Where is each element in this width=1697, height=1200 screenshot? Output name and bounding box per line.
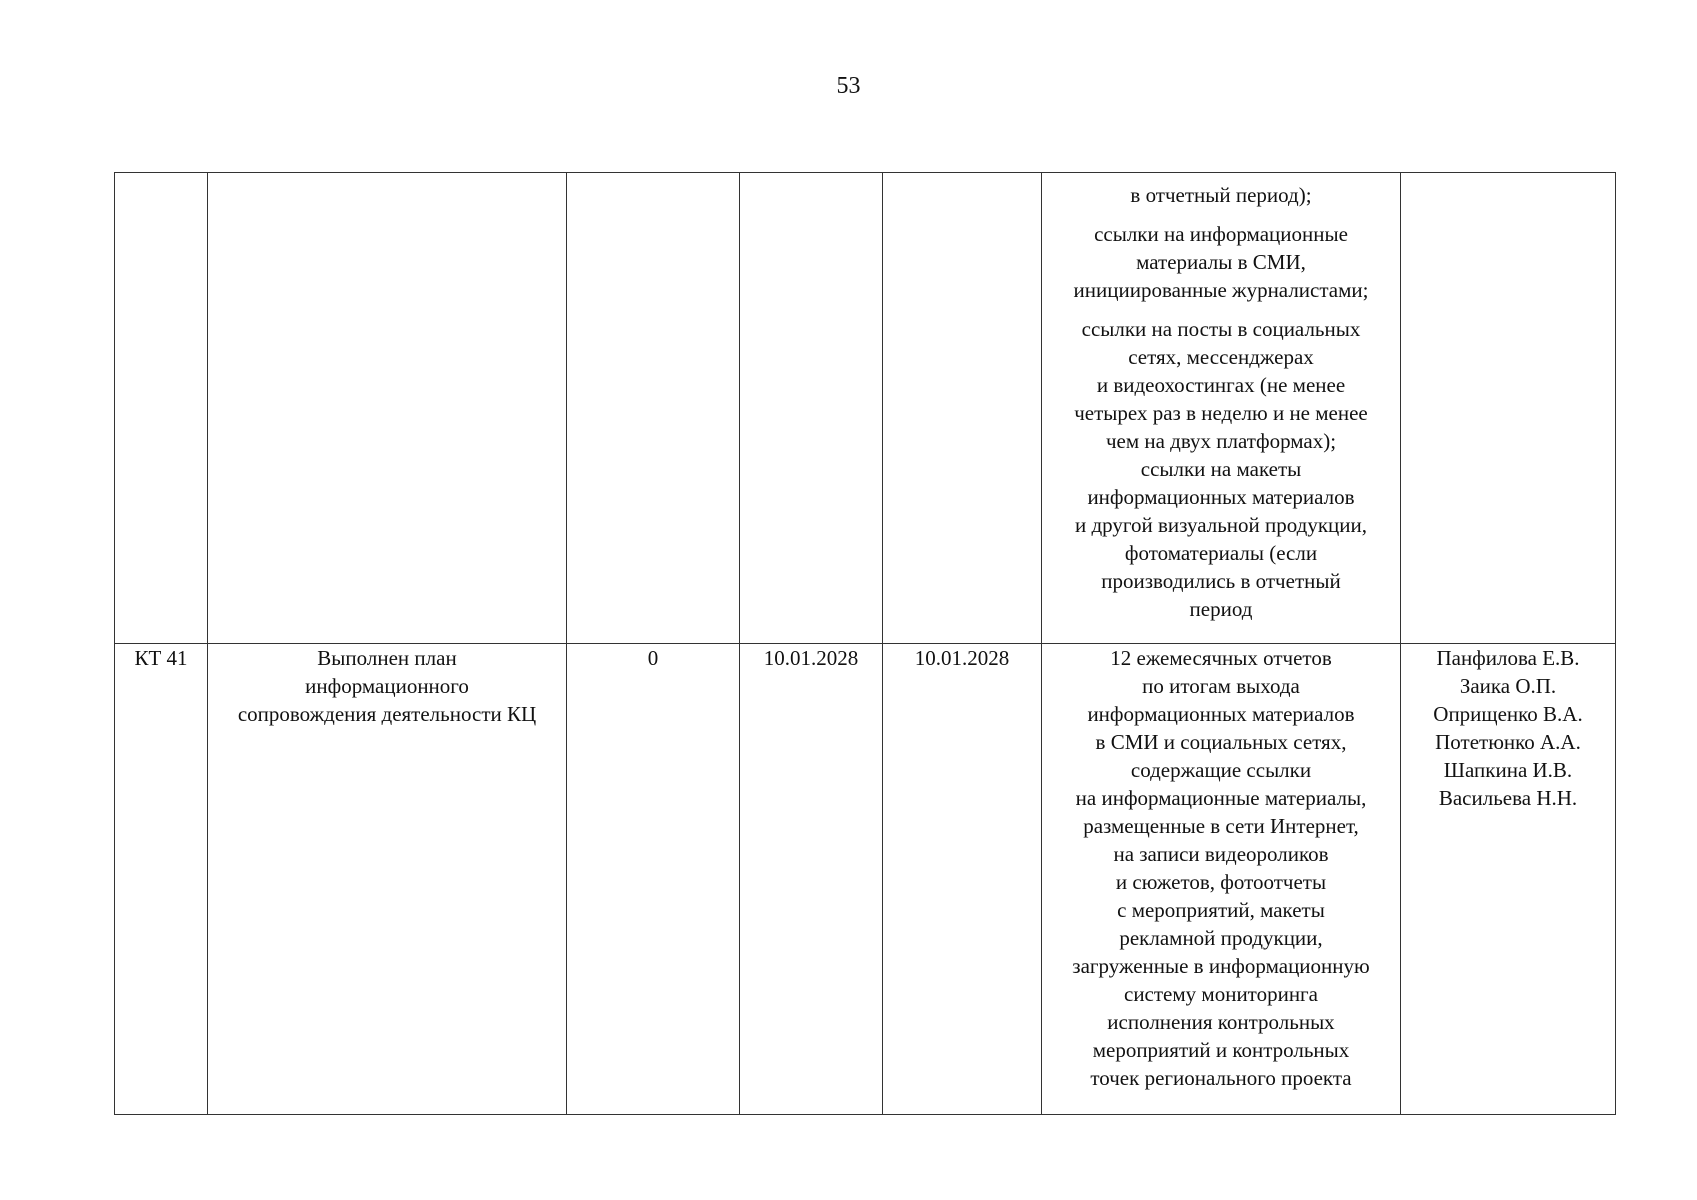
- cell-responsible: [1401, 173, 1616, 644]
- doc-line: производились в отчетный: [1101, 569, 1341, 593]
- doc-line: точек регионального проекта: [1090, 1066, 1352, 1090]
- cell-documents: [1042, 173, 1401, 644]
- doc-line: содержащие ссылки: [1130, 758, 1312, 782]
- doc-paragraph: [1046, 181, 1396, 209]
- table-row-continuation: [115, 173, 1616, 644]
- doc-line: мероприятий и контрольных: [1092, 1038, 1350, 1062]
- doc-line: и видеохостингах (не менее: [1096, 373, 1346, 397]
- doc-line: размещенные в сети Интернет,: [1083, 814, 1359, 838]
- doc-line: на информационные материалы,: [1075, 786, 1367, 810]
- cell-documents: [1042, 644, 1401, 1115]
- responsible-name: Оприщенко В.А.: [1433, 702, 1583, 726]
- doc-line: рекламной продукции,: [1119, 926, 1323, 950]
- doc-line: 12 ежемесячных отчетов: [1110, 646, 1332, 670]
- doc-line: систему мониторинга: [1124, 982, 1318, 1006]
- cell-start-date: 10.01.2028: [740, 644, 883, 1115]
- cell-base-value: [567, 173, 740, 644]
- cell-end-date: 10.01.2028: [883, 644, 1042, 1115]
- responsible-name: Васильева Н.Н.: [1438, 786, 1578, 810]
- page-number: 53: [836, 73, 861, 99]
- doc-line: и сюжетов, фотоотчеты: [1115, 870, 1327, 894]
- doc-line: исполнения контрольных: [1107, 1010, 1335, 1034]
- doc-line: в отчетный период);: [1130, 183, 1312, 207]
- doc-line: загруженные в информационную: [1072, 954, 1370, 978]
- cell-id: КТ 41: [115, 644, 208, 1115]
- table-row-kt41: [115, 644, 1616, 1115]
- responsible-name: Заика О.П.: [1459, 674, 1557, 698]
- name-line: сопровождения деятельности КЦ: [237, 702, 537, 726]
- cell-start-date: [740, 173, 883, 644]
- doc-line: информационных материалов: [1087, 702, 1355, 726]
- doc-line: чем на двух платформах);: [1105, 429, 1337, 453]
- doc-line: фотоматериалы (если: [1124, 541, 1318, 565]
- cell-name: [208, 644, 567, 1115]
- name-line: Выполнен план: [317, 646, 457, 670]
- name-line: информационного: [305, 674, 469, 698]
- cell-base-value: 0: [567, 644, 740, 1115]
- doc-line: четырех раз в неделю и не менее: [1074, 401, 1368, 425]
- doc-paragraph: [1046, 315, 1396, 623]
- doc-line: по итогам выхода: [1142, 674, 1300, 698]
- doc-line: материалы в СМИ,: [1136, 250, 1306, 274]
- doc-line: на записи видеороликов: [1113, 842, 1329, 866]
- doc-line: ссылки на макеты: [1140, 457, 1302, 481]
- cell-name: [208, 173, 567, 644]
- cell-responsible: [1401, 644, 1616, 1115]
- doc-paragraph: [1046, 220, 1396, 304]
- doc-line: в СМИ и социальных сетях,: [1095, 730, 1347, 754]
- doc-line: с мероприятий, макеты: [1117, 898, 1325, 922]
- doc-line: период: [1189, 597, 1253, 621]
- doc-line: информационных материалов: [1087, 485, 1355, 509]
- cell-end-date: [883, 173, 1042, 644]
- doc-line: ссылки на посты в социальных: [1081, 317, 1361, 341]
- responsible-name: Потетюнко А.А.: [1435, 730, 1581, 754]
- doc-line: инициированные журналистами;: [1073, 278, 1369, 302]
- cell-id: [115, 173, 208, 644]
- responsible-name: Панфилова Е.В.: [1436, 646, 1580, 670]
- control-points-table: [114, 172, 1616, 1115]
- doc-line: и другой визуальной продукции,: [1075, 513, 1367, 537]
- responsible-name: Шапкина И.В.: [1443, 758, 1573, 782]
- doc-line: ссылки на информационные: [1094, 222, 1348, 246]
- doc-line: сетях, мессенджерах: [1128, 345, 1314, 369]
